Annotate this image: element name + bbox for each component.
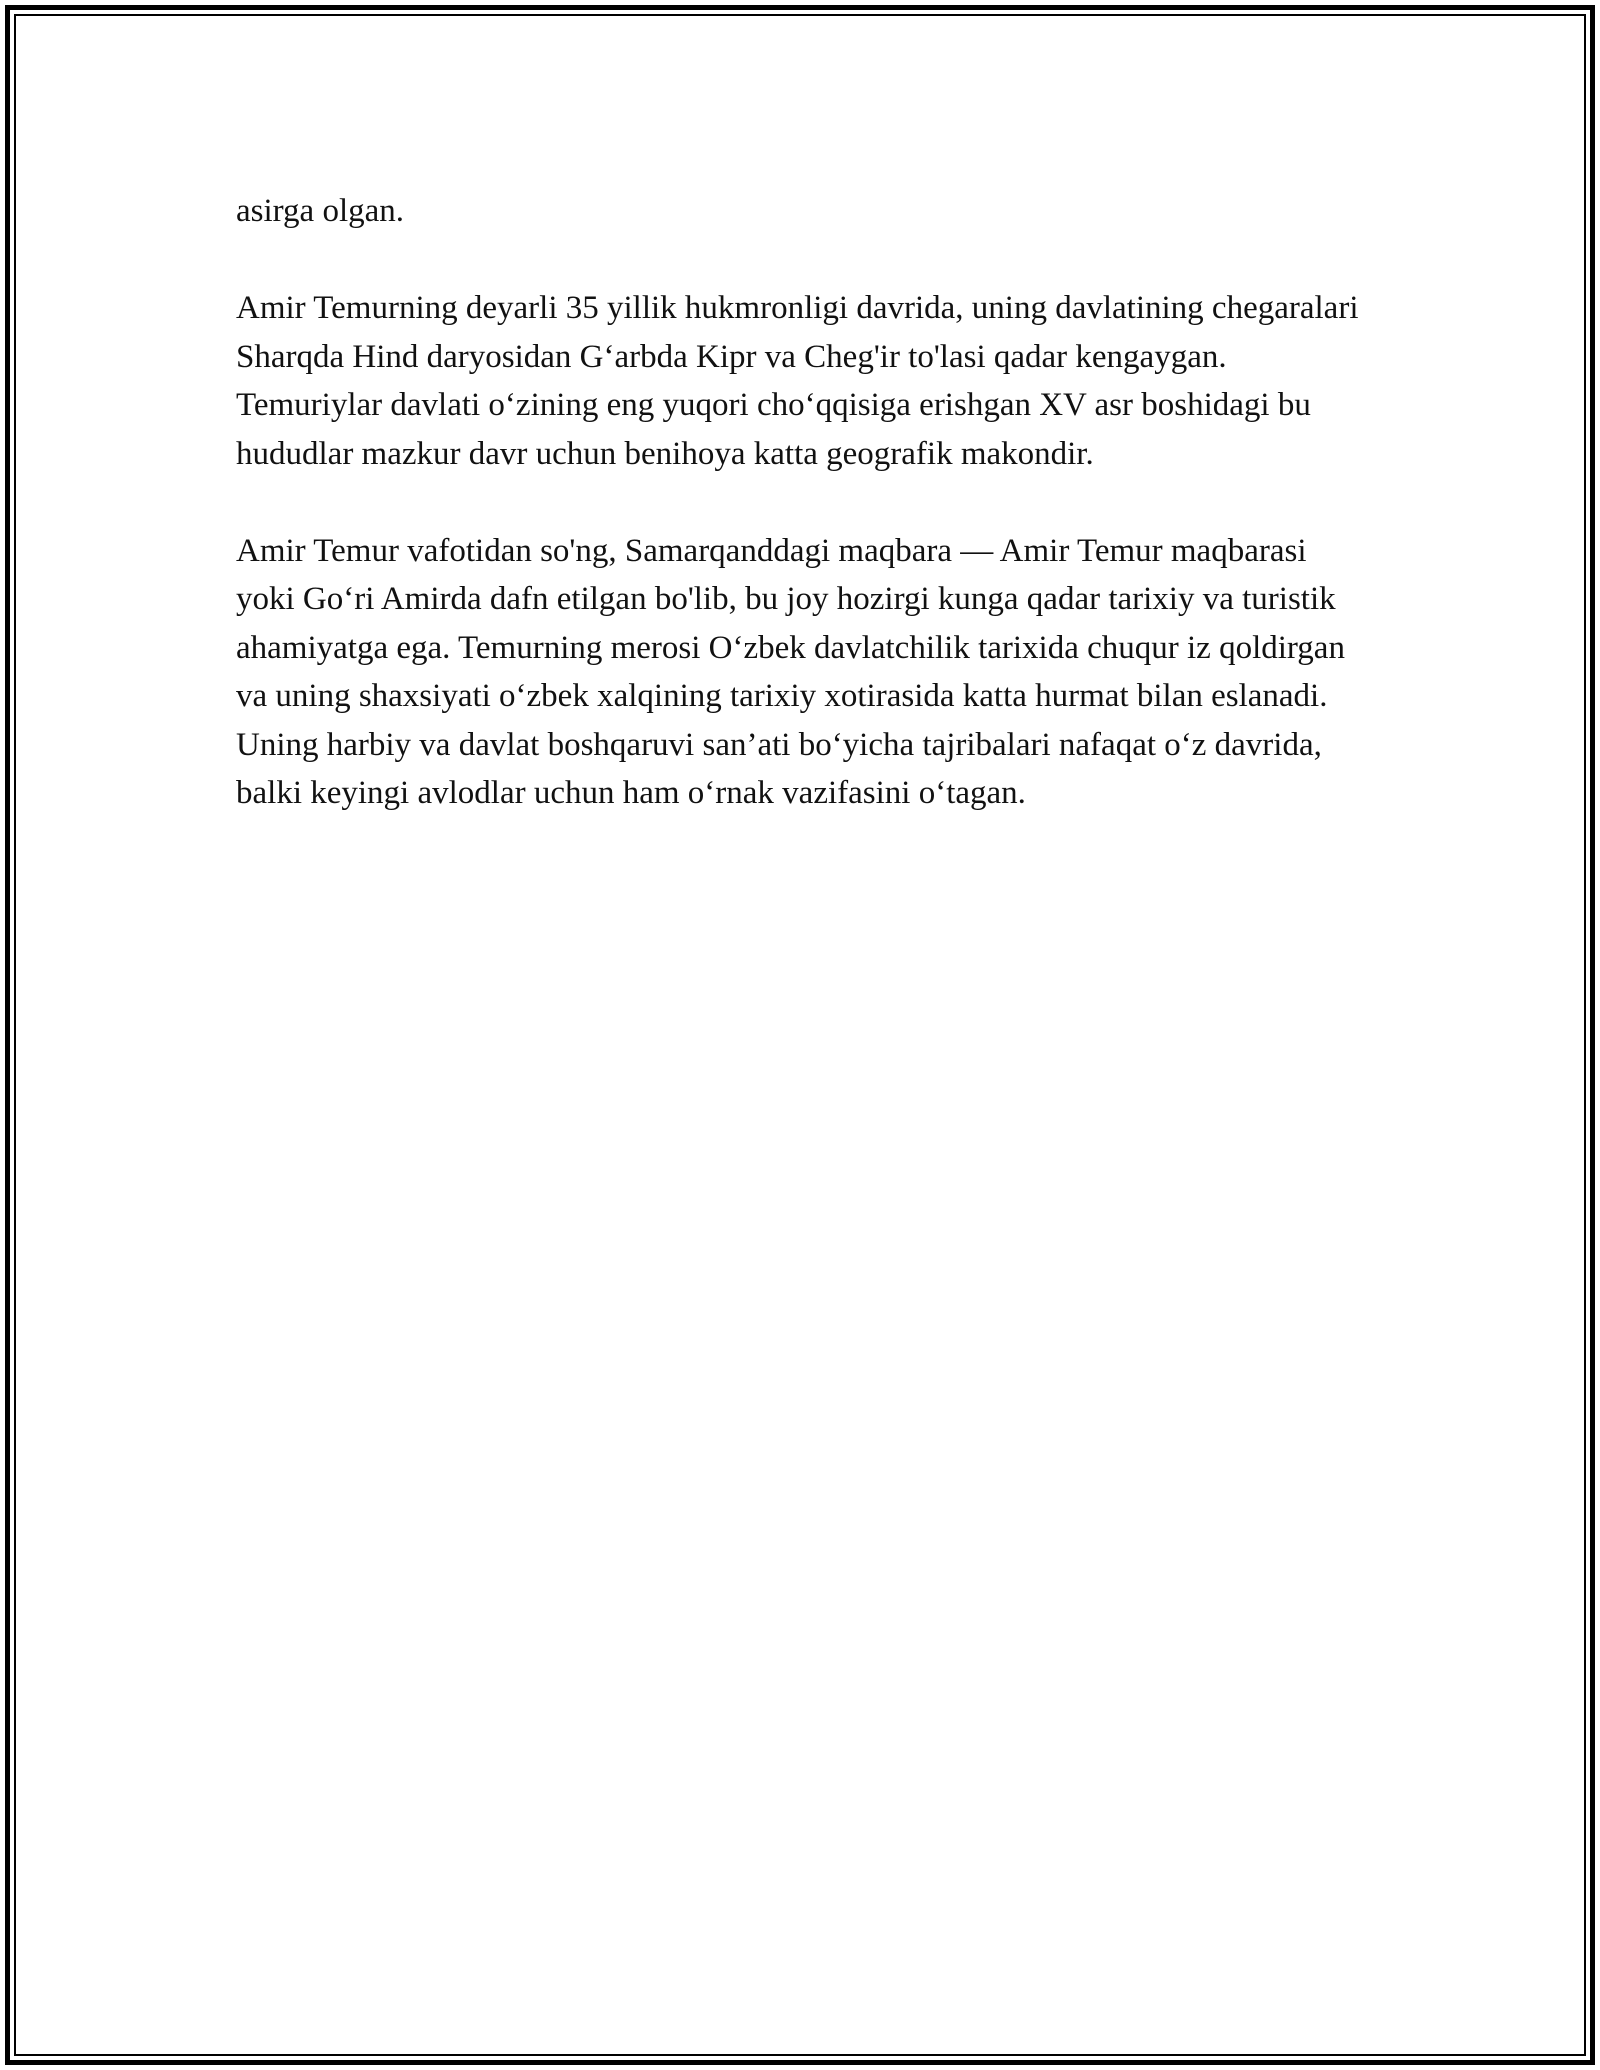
paragraph-territory: Amir Temurning deyarli 35 yillik hukmronligi davrida, uning davlatining chegaralari Sharqda Hind daryosidan G‘arbda Kipr va Cheg'ir to'lasi qadar kengaygan. Temuriylar davlati o‘zining eng yuqori cho‘qqisiga erishgan XV asr boshidagi bu hududlar mazkur davr uchun benihoya katta geografik makondir. — [236, 290, 1359, 472]
paragraph-legacy: Amir Temur vafotidan so'ng, Samarqanddagi maqbara — Amir Temur maqbarasi yoki Go‘ri Amirda dafn etilgan bo'lib, bu joy hozirgi kunga qadar tarixiy va turistik ahamiyatga ega. Temurning merosi O‘zbek davlatchilik tarixida chuqur iz qoldirgan va uning shaxsiyati o‘zbek xalqining tarixiy xotirasida katta hurmat bilan eslanadi. Uning harbiy va davlat boshqaruvi san’ati bo‘yicha tajribalari nafaqat o‘z davrida, balki keyingi avlodlar uchun ham o‘rnak vazifasini o‘tagan. — [236, 532, 1345, 811]
document-body — [236, 187, 1366, 866]
paragraph-continuation: asirga olgan. — [236, 193, 405, 229]
